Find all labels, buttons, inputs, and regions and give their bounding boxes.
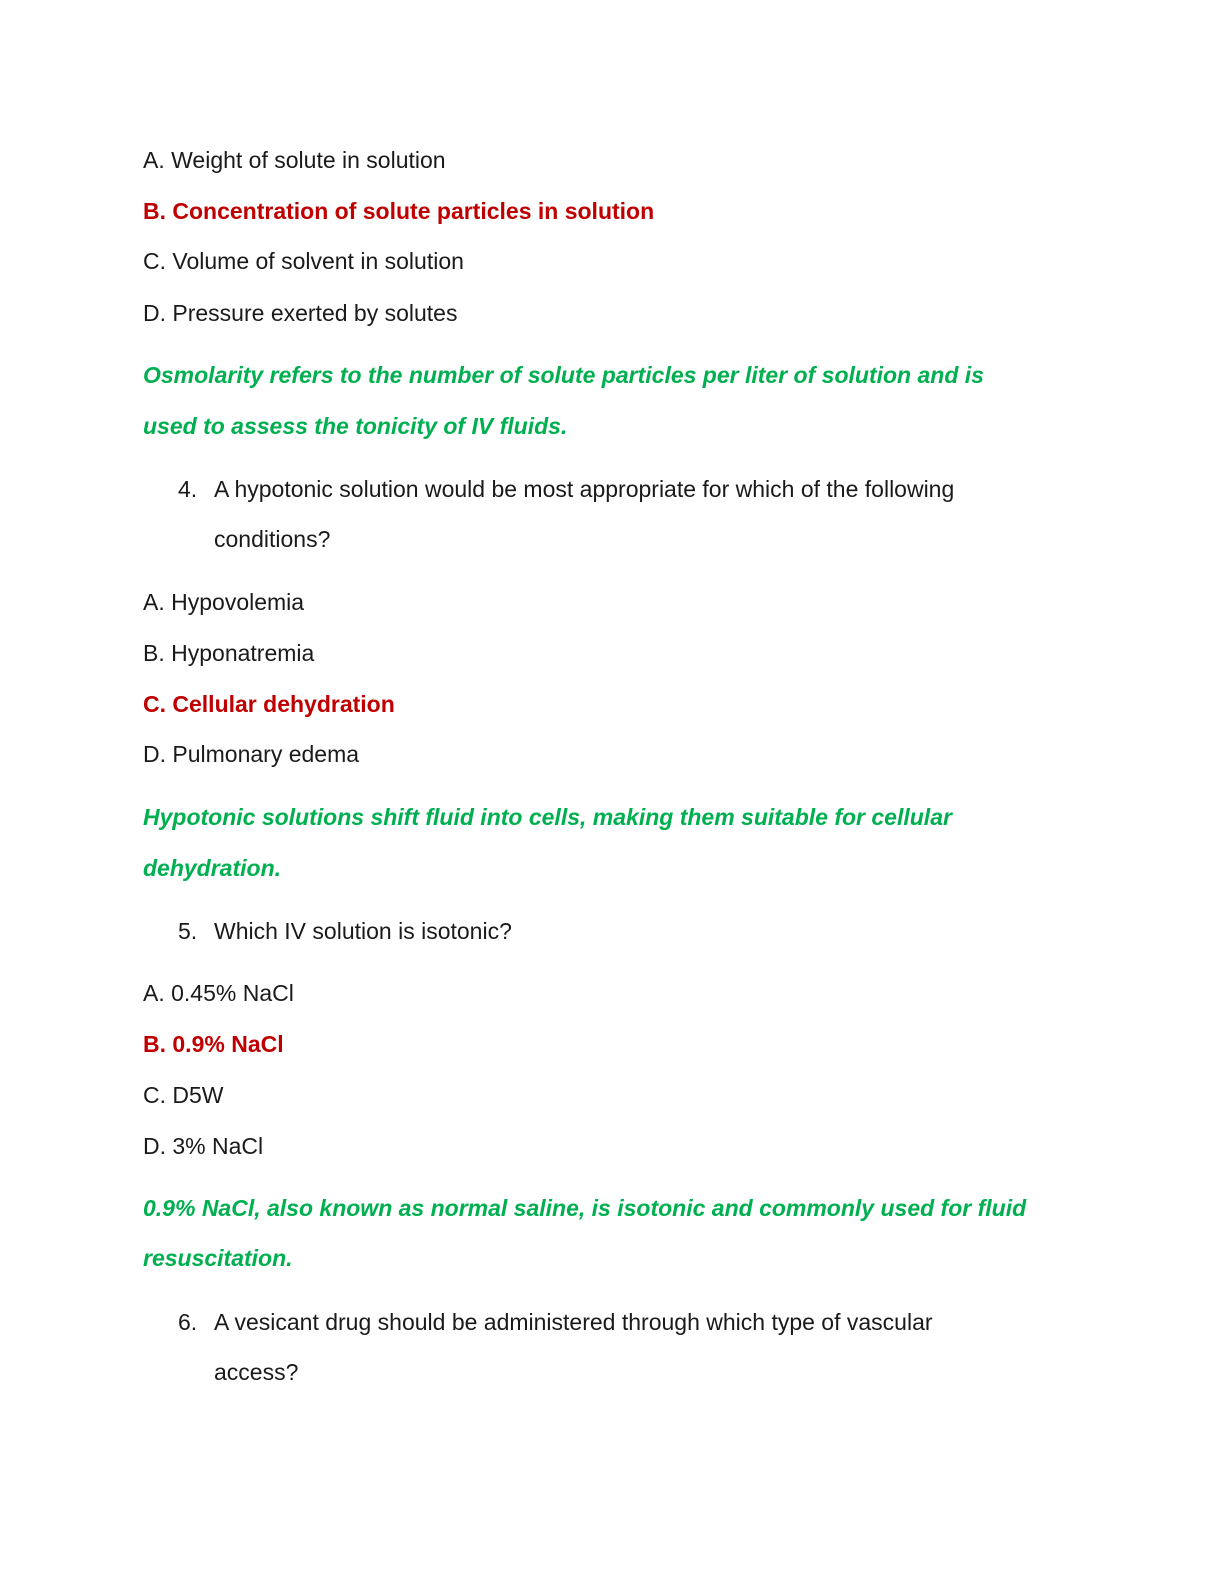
option-a: A. Hypovolemia — [143, 589, 305, 615]
explanation-line: used to assess the tonicity of IV fluids. — [143, 413, 568, 439]
option-d: D. 3% NaCl — [143, 1133, 264, 1159]
question-text: A vesicant drug should be administered through which type of vascular — [214, 1309, 933, 1335]
question-text: A hypotonic solution would be most appropriate for which of the following — [214, 476, 955, 502]
explanation-line: dehydration. — [143, 855, 282, 881]
question-number: 5. — [178, 918, 198, 944]
question-text: Which IV solution is isotonic? — [214, 918, 512, 944]
option-c: C. D5W — [143, 1082, 224, 1108]
question-number: 4. — [178, 476, 198, 502]
question-text: access? — [214, 1359, 299, 1385]
explanation-line: Hypotonic solutions shift fluid into cells, making them suitable for cellular — [143, 804, 952, 830]
option-a: A. Weight of solute in solution — [143, 147, 446, 173]
option-c-correct: C. Cellular dehydration — [143, 691, 395, 717]
option-c: C. Volume of solvent in solution — [143, 248, 464, 274]
option-b-correct: B. 0.9% NaCl — [143, 1031, 284, 1057]
explanation-line: 0.9% NaCl, also known as normal saline, is isotonic and commonly used for fluid — [143, 1195, 1027, 1221]
option-a: A. 0.45% NaCl — [143, 980, 294, 1006]
option-b-correct: B. Concentration of solute particles in solution — [143, 198, 655, 224]
option-b: B. Hyponatremia — [143, 640, 315, 666]
question-number: 6. — [178, 1309, 198, 1335]
question-text: conditions? — [214, 526, 331, 552]
option-d: D. Pressure exerted by solutes — [143, 300, 458, 326]
explanation-line: Osmolarity refers to the number of solute particles per liter of solution and is — [143, 362, 984, 388]
explanation-line: resuscitation. — [143, 1245, 293, 1271]
option-d: D. Pulmonary edema — [143, 741, 360, 767]
